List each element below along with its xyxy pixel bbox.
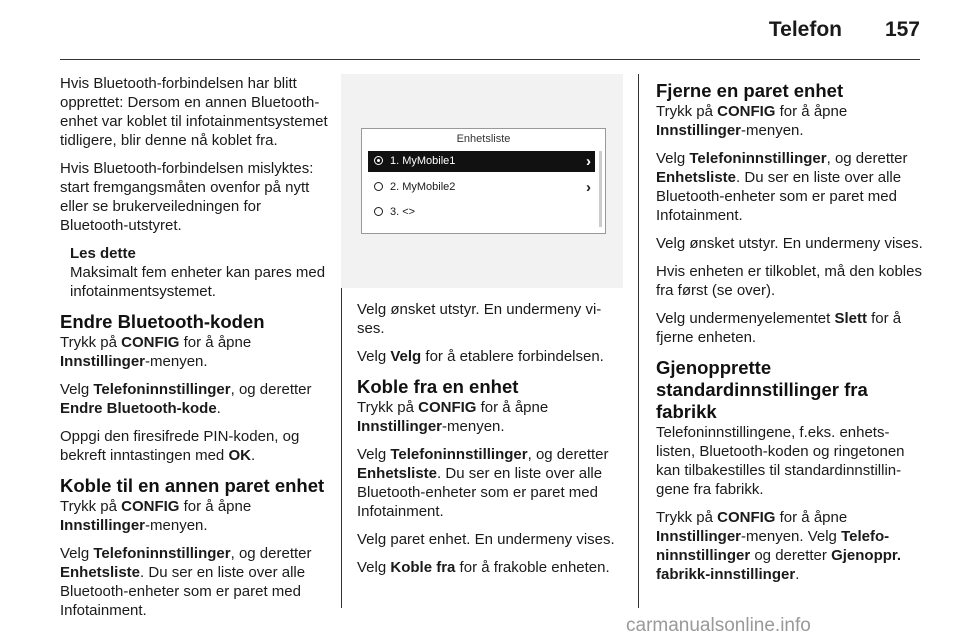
note-title: Les dette	[70, 245, 136, 262]
paragraph: Velg Telefoninnstillinger, og deretter Enhetsliste. Du ser en liste over alle Bluetooth-enheter som er paret med Infotainment.	[357, 446, 609, 520]
column-2	[357, 300, 623, 586]
note-text: Maksimalt fem enheter kan pares med infotainmentsystemet.	[70, 264, 326, 300]
paragraph: Velg Koble fra for å frakoble enheten.	[357, 559, 610, 576]
screen-illustration	[341, 74, 623, 288]
section-heading: Koble fra en enhet	[357, 376, 519, 397]
radio-icon	[374, 207, 383, 216]
paragraph: Velg ønsket utstyr. En undermeny vises.	[656, 235, 923, 252]
paragraph: Velg Telefoninnstillinger, og deretter Endre Bluetooth-kode.	[60, 381, 312, 417]
paragraph: Velg Velg for å etablere forbindelsen.	[357, 348, 604, 365]
chapter-title: Telefon	[768, 18, 842, 41]
device-item: 1. MyMobile1 ›	[368, 151, 595, 172]
chevron-right-icon: ›	[586, 179, 591, 196]
column-3	[656, 80, 923, 593]
paragraph: Velg ønsket utstyr. En undermeny vises.	[357, 301, 602, 337]
section-heading: Fjerne en paret enhet	[656, 80, 844, 101]
page-header	[0, 0, 960, 62]
paragraph: Hvis enheten er tilkoblet, må den kobles fra først (se over).	[656, 263, 922, 299]
column-divider	[638, 74, 639, 608]
device-item: 2. MyMobile2 ›	[368, 177, 595, 198]
device-item: 3. <>	[368, 202, 595, 223]
paragraph: Trykk på CONFIG for å åpne Innstillinger-menyen.	[60, 334, 252, 370]
paragraph: Telefoninnstillingene, f.eks. enhetslisten, Bluetooth-koden og ringetonen kan tilbakestilles til standardinnstillingene fra fabrikk.	[656, 424, 905, 498]
paragraph: Velg Telefoninnstillinger, og deretter Enhetsliste. Du ser en liste over alle Bluetooth-enheter som er paret med Infotainment.	[656, 150, 908, 224]
radio-icon	[374, 182, 383, 191]
paragraph: Velg Telefoninnstillinger, og deretter Enhetsliste. Du ser en liste over alle Bluetooth-enheter som er paret med Infotainment.	[60, 545, 312, 619]
header-divider	[60, 59, 920, 60]
column-1	[60, 74, 332, 629]
page-number: 157	[884, 18, 920, 41]
paragraph: Velg paret enhet. En undermeny vises.	[357, 531, 615, 548]
paragraph: Hvis Bluetooth-forbindelsen har blitt opprettet: Dersom en annen Bluetooth-enhet var koblet til infotainmentsystemet tidligere, blir denne nå koblet fra.	[60, 75, 328, 149]
paragraph: Trykk på CONFIG for å åpne Innstillinger-menyen. Velg Telefoninnstillinger og deretter Gjenoppr. fabrikk-innstillinger.	[656, 509, 902, 583]
section-heading: Endre Bluetooth-koden	[60, 311, 265, 332]
watermark: carmanualsonline.info	[626, 615, 811, 636]
section-heading: Koble til en annen paret enhet	[60, 475, 325, 496]
note-box	[60, 244, 332, 301]
paragraph: Oppgi den firesifrede PIN-koden, og bekreft inntastingen med OK.	[60, 428, 300, 464]
section-heading: Gjenopprette standardinnstillinger fra fabrikk	[656, 357, 868, 422]
device-list-screen	[361, 128, 606, 234]
radio-selected-icon	[374, 156, 383, 165]
paragraph: Velg undermenyelementet Slett for å fjerne enheten.	[656, 310, 902, 346]
chevron-right-icon: ›	[586, 153, 591, 170]
paragraph: Trykk på CONFIG for å åpne Innstillinger-menyen.	[60, 498, 252, 534]
screen-title: Enhetsliste	[456, 133, 511, 145]
paragraph: Trykk på CONFIG for å åpne Innstillinger-menyen.	[656, 103, 848, 139]
paragraph: Hvis Bluetooth-forbindelsen mislyktes: start fremgangsmåten ovenfor på nytt eller se brukerveiledningen for Bluetooth-utstyret.	[60, 160, 314, 234]
paragraph: Trykk på CONFIG for å åpne Innstillinger-menyen.	[357, 399, 549, 435]
scrollbar	[599, 151, 602, 227]
